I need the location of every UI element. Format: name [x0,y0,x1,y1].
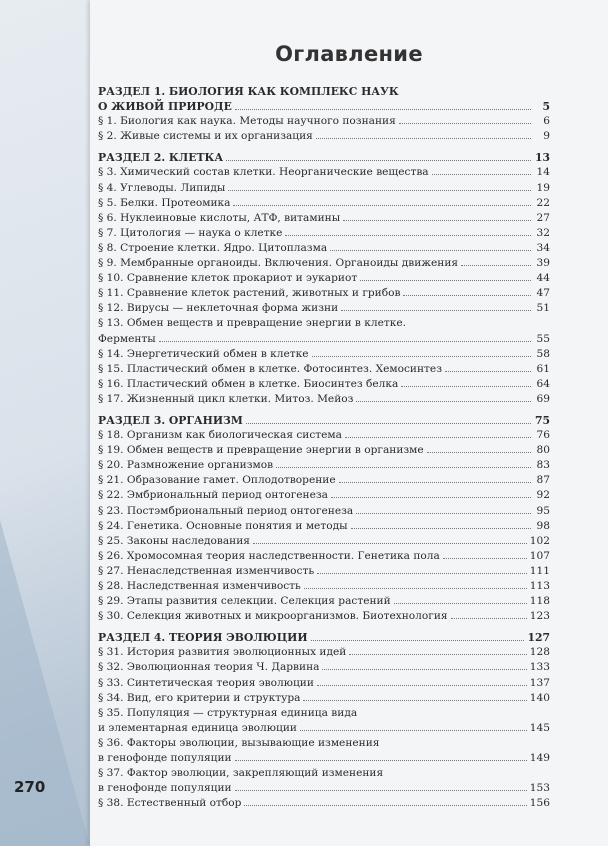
toc-page-number: 87 [536,474,550,487]
toc-entry[interactable] [98,691,550,706]
toc-entry-label: § 14. Энергетический обмен в клетке [98,347,309,360]
toc-entry[interactable] [98,796,550,811]
toc-page-number: 145 [529,721,550,734]
toc-entry-label: и элементарная единица эволюции [98,721,297,734]
toc-entry[interactable] [98,751,550,766]
toc-entry-label: § 16. Пластический обмен в клетке. Биосинтез белка [98,377,399,390]
dot-leader [360,280,531,281]
dot-leader [445,371,531,372]
dot-leader [235,109,531,110]
dot-leader [432,174,531,175]
dot-leader [331,497,531,498]
toc-page-number: 107 [529,549,550,562]
toc-entry-label: § 32. Эволюционная теория Ч. Дарвина [98,661,320,674]
toc-section-heading[interactable] [98,150,550,165]
toc-entry[interactable] [98,129,550,144]
toc-entry[interactable] [98,392,550,407]
toc-entry[interactable] [98,165,550,180]
toc-entry[interactable] [98,721,550,736]
dot-leader [351,528,531,529]
toc-entry-label: § 10. Сравнение клеток прокариот и эукариот [98,272,358,285]
toc-entry[interactable] [98,443,550,458]
dot-leader [401,386,531,387]
toc-entry-label: § 23. Постэмбриональный период онтогенеза [98,504,354,517]
toc-entry-label: § 6. Нуклеиновые кислоты, АТФ, витамины [98,211,341,224]
toc-page-number: 14 [536,166,550,179]
toc-entry-label: § 12. Вирусы — неклеточная форма жизни [98,302,339,315]
toc-entry-label: РАЗДЕЛ 4. ТЕОРИЯ ЭВОЛЮЦИИ [98,631,308,645]
dot-leader [399,123,531,124]
dot-leader [341,310,531,311]
toc-entry-label: § 37. Фактор эволюции, закрепляющий изменения [98,767,384,780]
toc-entry-label: § 26. Хромосомная теория наследственности. Генетика пола [98,549,440,562]
toc-page-number: 9 [543,130,550,143]
toc-entry[interactable] [98,609,550,624]
toc-entry-label: § 33. Синтетическая теория эволюции [98,676,314,689]
toc-entry-label: § 24. Генетика. Основные понятия и методы [98,519,348,532]
toc-page-number: 75 [534,413,550,427]
toc-entry[interactable] [98,736,550,751]
toc-entry[interactable] [98,504,550,519]
toc-page-number: 127 [527,631,550,645]
toc-entry[interactable] [98,226,550,241]
toc-entry-label: § 13. Обмен веществ и превращение энергии в клетке. [98,317,406,330]
toc-entry[interactable] [98,286,550,301]
toc-entry-label: § 7. Цитология — наука о клетке [98,226,283,239]
toc-entry[interactable] [98,660,550,675]
dot-leader [330,250,531,251]
dot-leader [226,160,531,161]
toc-page-number: 80 [536,444,550,457]
dot-leader [443,558,527,559]
toc-page-number: 95 [536,504,550,517]
toc-page-number: 51 [536,302,550,315]
toc-entry-label: § 11. Сравнение клеток растений, животных и грибов [98,287,401,300]
toc-entry[interactable] [98,579,550,594]
toc-entry-label: § 18. Организм как биологическая система [98,429,342,442]
toc-entry-label: § 3. Химический состав клетки. Неорганические вещества [98,166,429,179]
toc-entry[interactable] [98,362,550,377]
toc-entry-label: § 15. Пластический обмен в клетке. Фотосинтез. Хемосинтез [98,362,442,375]
toc-page-number: 69 [536,392,550,405]
toc-entry[interactable] [98,766,550,781]
toc-entry[interactable] [98,347,550,362]
toc-page-number: 118 [529,595,550,608]
toc-entry[interactable] [98,256,550,271]
toc-entry[interactable] [98,377,550,392]
toc-page-number: 44 [536,272,550,285]
page-number: 270 [14,778,46,796]
toc-page-number: 153 [529,782,550,795]
dot-leader [356,513,531,514]
toc-entry-label: в генофонде популяции [98,782,232,795]
toc-page-number: 13 [534,151,550,165]
toc-entry-label: РАЗДЕЛ 3. ОРГАНИЗМ [98,413,243,427]
dot-leader [228,190,531,191]
toc-entry-label: § 38. Естественный отбор [98,797,242,810]
toc-entry-label: § 27. Ненаследственная изменчивость [98,564,315,577]
toc-entry-label: § 22. Эмбриональный период онтогенеза [98,489,328,502]
toc-entry[interactable] [98,196,550,211]
toc-page-number: 19 [536,181,550,194]
toc-entry-label: § 8. Строение клетки. Ядро. Цитоплазма [98,241,328,254]
dot-leader [339,482,531,483]
toc-entry[interactable] [98,564,550,579]
toc-page-number: 102 [529,534,550,547]
toc-page-number: 47 [536,287,550,300]
toc-entry-label: § 1. Биология как наука. Методы научного познания [98,115,396,128]
toc-entry-label: § 5. Белки. Протеомика [98,196,231,209]
toc-entry[interactable] [98,676,550,691]
toc-entry-label: § 30. Селекция животных и микроорганизмов. Биотехнология [98,610,448,623]
dot-leader [244,805,526,806]
toc-section-heading[interactable] [98,630,550,645]
page-title: Оглавление [275,42,423,66]
dot-leader [394,603,527,604]
toc-entry-label: § 36. Факторы эволюции, вызывающие изменения [98,736,380,749]
toc-entry-label: О ЖИВОЙ ПРИРОДЕ [98,100,232,114]
toc-entry[interactable] [98,181,550,196]
toc-page-number: 137 [529,676,550,689]
toc-page-number: 128 [529,646,550,659]
toc-entry-label: РАЗДЕЛ 1. БИОЛОГИЯ КАК КОМПЛЕКС НАУК [98,85,399,98]
toc-entry-label: § 2. Живые системы и их организация [98,130,313,143]
toc-entry[interactable] [98,645,550,660]
dot-leader [235,790,527,791]
toc-entry[interactable] [98,316,550,331]
toc-entry-label: § 9. Мембранные органоиды. Включения. Органоиды движения [98,257,459,270]
background-shape [0,520,90,846]
dot-leader [349,654,526,655]
toc-entry[interactable] [98,114,550,129]
toc-entry-label: § 29. Этапы развития селекции. Селекция растений [98,595,391,608]
dot-leader [343,220,531,221]
toc-entry-label: § 4. Углеводы. Липиды [98,181,226,194]
toc-section-heading[interactable] [98,413,550,428]
toc-entry[interactable] [98,332,550,347]
dot-leader [233,205,531,206]
toc-entry-label: § 19. Обмен веществ и превращение энергии в организме [98,444,424,457]
dot-leader [285,235,531,236]
toc-page-number: 58 [536,347,550,360]
toc-page-number: 76 [536,429,550,442]
toc-page-number: 61 [536,362,550,375]
dot-leader [322,669,526,670]
toc-section-heading[interactable] [98,84,550,99]
toc-page-number: 133 [529,661,550,674]
dot-leader [461,265,531,266]
toc-page-number: 113 [529,580,550,592]
dot-leader [246,423,531,424]
toc-entry-label: § 25. Законы наследования [98,534,250,547]
toc-entry-label: в генофонде популяции [98,752,232,765]
dot-leader [159,341,531,342]
dot-leader [253,543,527,544]
dot-leader [427,452,531,453]
toc-page-number: 32 [536,226,550,239]
toc-entry[interactable] [98,534,550,549]
dot-leader [317,573,527,574]
dot-leader [311,640,525,641]
dot-leader [451,618,527,619]
toc-entry-label: § 34. Вид, его критерии и структура [98,691,301,704]
dot-leader [235,760,527,761]
toc-entry[interactable] [98,473,550,488]
toc-page-number: 140 [529,691,550,704]
dot-leader [356,401,531,402]
toc-entry[interactable] [98,301,550,316]
toc-entry-label: § 20. Размножение организмов [98,459,274,472]
toc-entry-label: § 31. История развития эволюционных идей [98,646,347,659]
toc-page-number: 156 [529,797,550,810]
toc-entry[interactable] [98,594,550,609]
toc-entry-label: § 17. Жизненный цикл клетки. Митоз. Мейоз [98,392,354,405]
dot-leader [345,437,531,438]
toc-entry-label: § 35. Популяция — структурная единица вида [98,706,358,719]
toc-entry-label: § 28. Наследственная изменчивость [98,580,301,592]
toc-page-number: 22 [536,196,550,209]
toc-entry[interactable] [98,428,550,443]
toc-page-number: 111 [529,564,550,577]
toc-entry-label: РАЗДЕЛ 2. КЛЕТКА [98,151,224,165]
dot-leader [403,295,531,296]
toc-entry[interactable] [98,488,550,503]
toc-page-number: 5 [542,100,550,114]
toc-section-heading[interactable] [98,99,550,114]
toc-entry[interactable] [98,241,550,256]
dot-leader [303,700,526,701]
dot-leader [312,356,531,357]
toc-page-number: 83 [536,459,550,472]
toc-page-number: 98 [536,519,550,532]
toc-entry[interactable] [98,271,550,286]
dot-leader [276,467,531,468]
dot-leader [317,685,527,686]
toc-page-number: 64 [536,377,550,390]
toc-entry[interactable] [98,519,550,534]
dot-leader [316,138,531,139]
toc-page-number: 39 [536,257,550,270]
toc-entry[interactable] [98,781,550,796]
dot-leader [304,588,527,589]
toc-page-number: 92 [536,489,550,502]
toc-entry[interactable] [98,706,550,721]
table-of-contents [98,84,550,811]
toc-entry-label: § 21. Образование гамет. Оплодотворение [98,474,336,487]
toc-page-number: 27 [536,211,550,224]
dot-leader [300,730,527,731]
toc-page-number: 149 [529,752,550,765]
toc-entry-label: Ферменты [98,332,156,345]
toc-entry[interactable] [98,458,550,473]
toc-page-number: 55 [536,332,550,345]
toc-page-number: 123 [529,610,550,623]
toc-page-number: 6 [543,115,550,128]
toc-entry[interactable] [98,211,550,226]
toc-entry[interactable] [98,549,550,564]
toc-page-number: 34 [536,241,550,254]
